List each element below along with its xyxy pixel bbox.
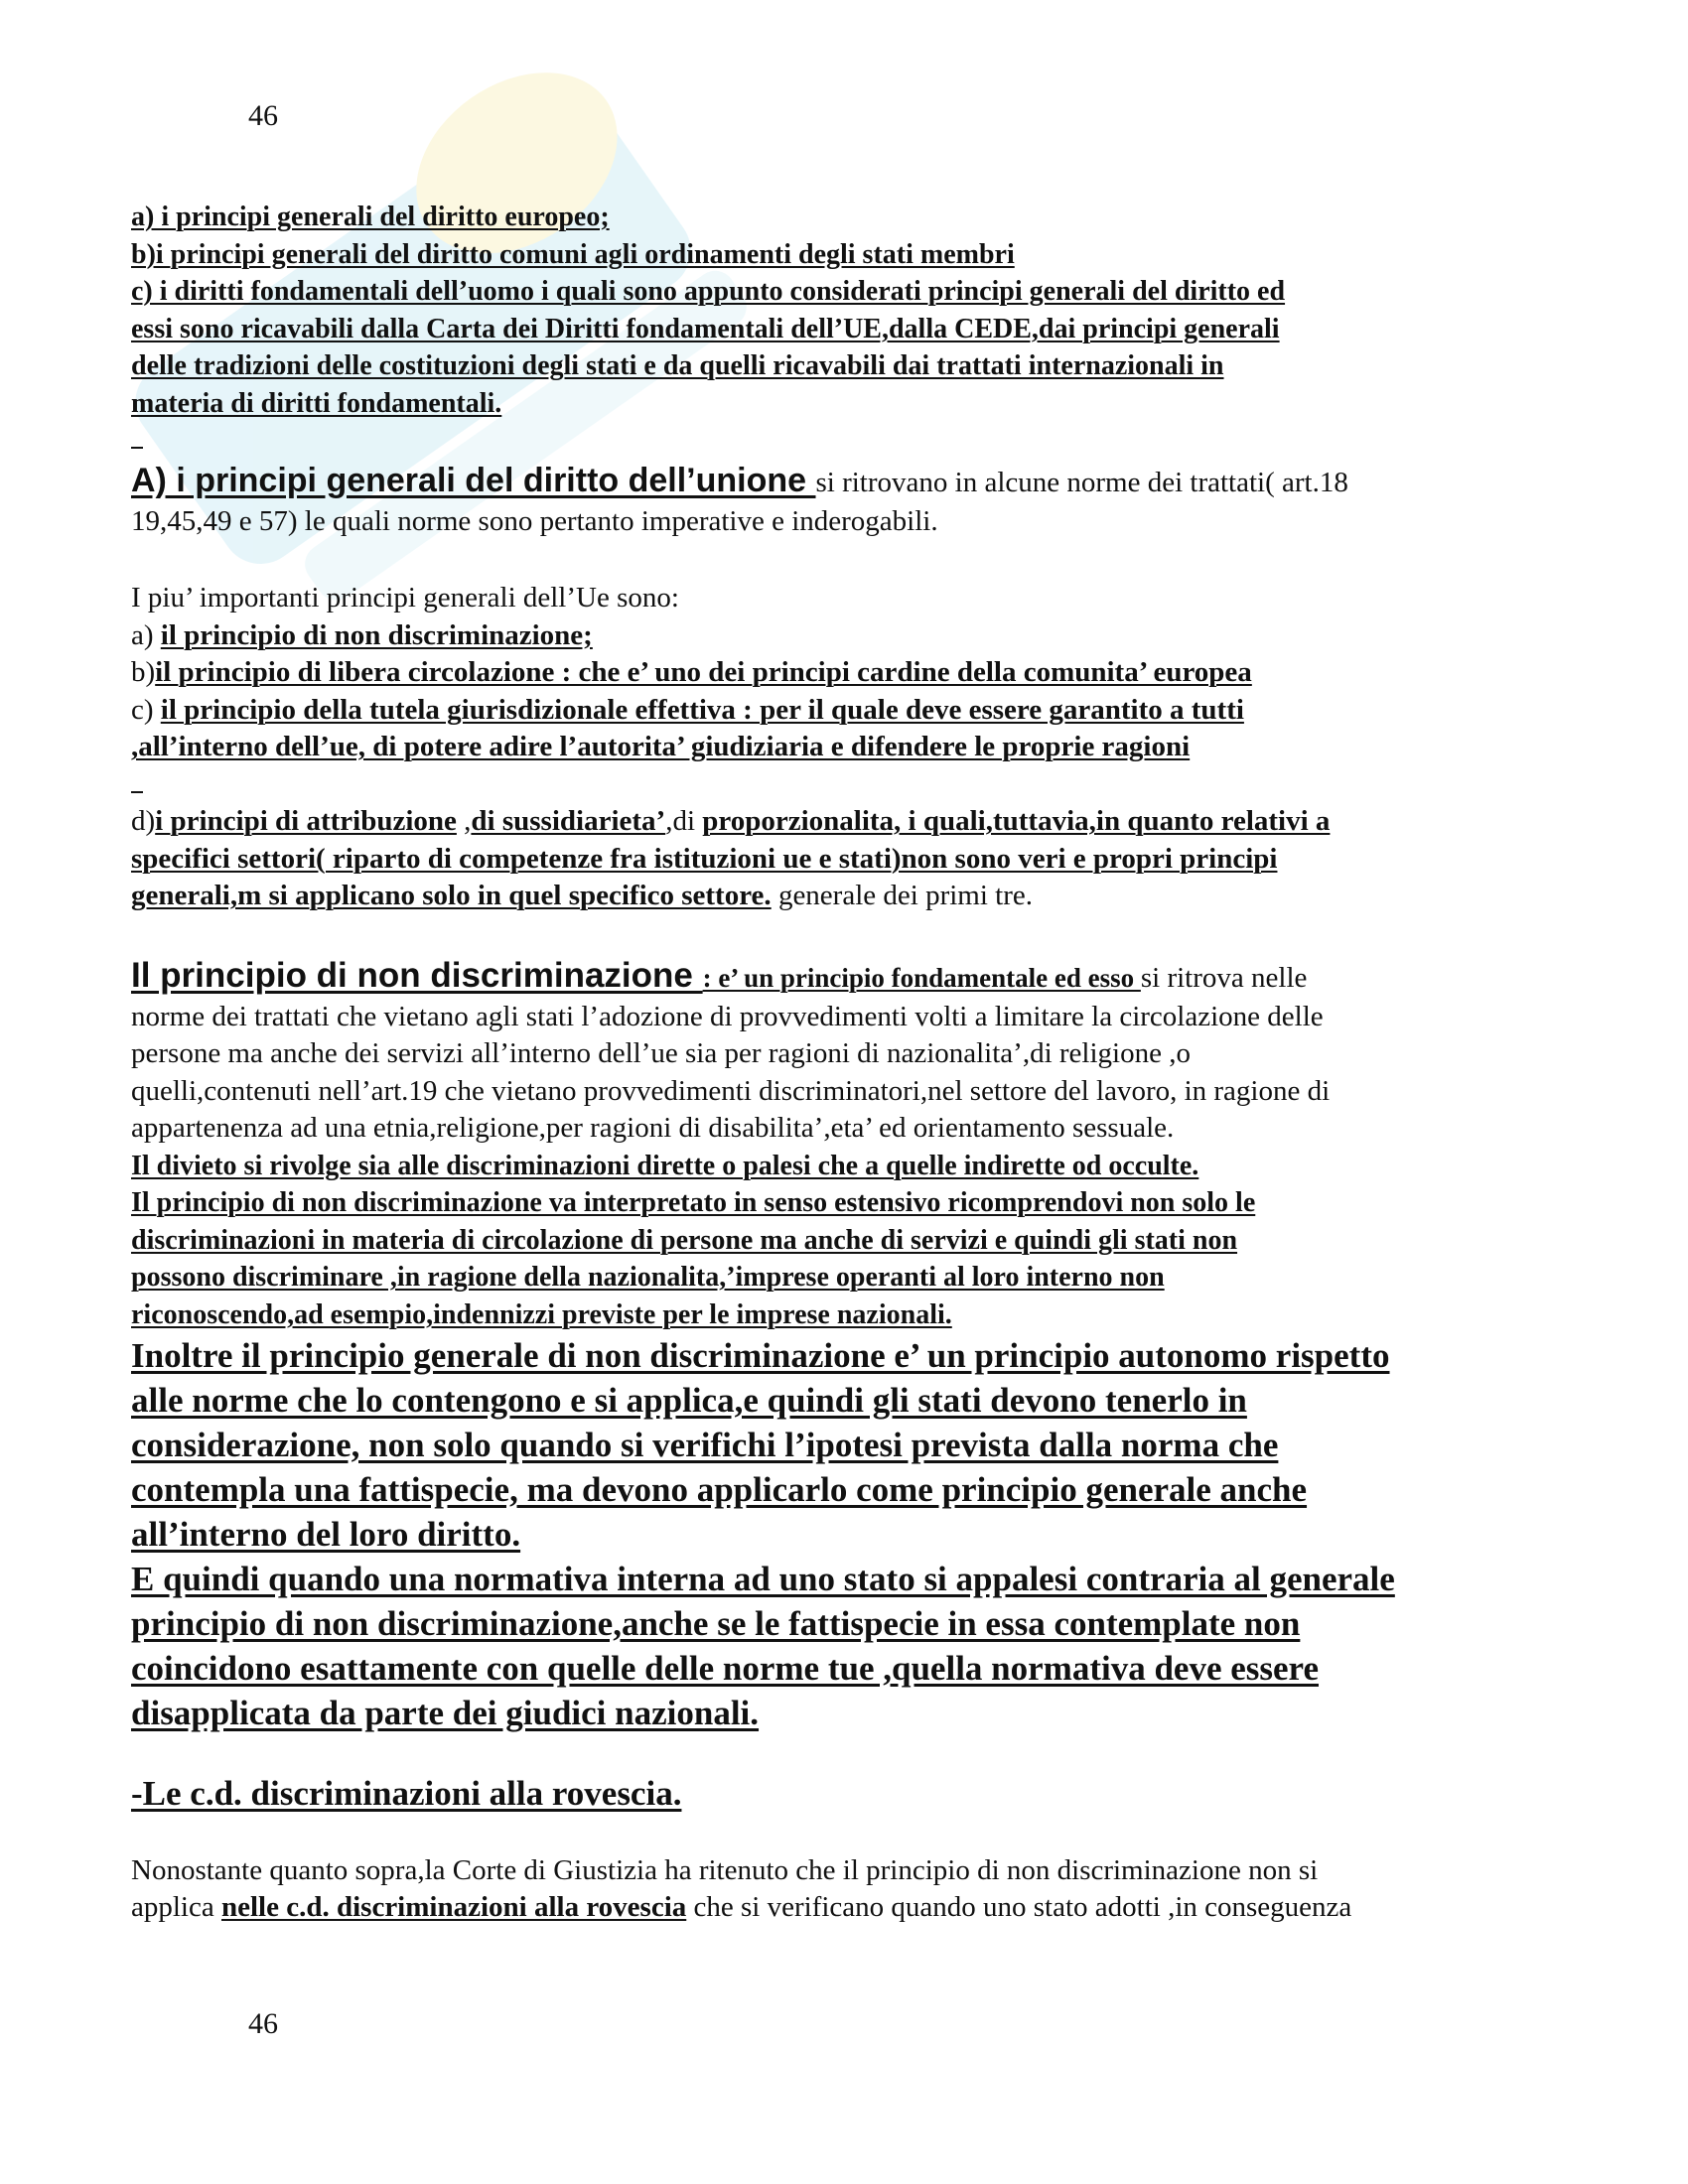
section-a-heading: A) i principi generali del diritto dell’unione xyxy=(131,461,816,499)
nd-bold-1: Il divieto si rivolge sia alle discriminazioni dirette o palesi che a quelle indirette od occulte. xyxy=(131,1150,1199,1181)
page-number-top: 46 xyxy=(248,99,278,132)
principle-d-line3: generali,m si applicano solo in quel specifico settore. generale dei primi tre. xyxy=(131,880,1033,911)
intro-item-c-line2: essi sono ricavabili dalla Carta dei Diritti fondamentali dell’UE,dalla CEDE,dai principi generali xyxy=(131,313,1280,344)
principle-c-line2: ,all’interno dell’ue, di potere adire l’autorita’ giudiziaria e difendere le proprie ragioni xyxy=(131,731,1191,762)
section-a-line2: 19,45,49 e 57) le quali norme sono pertanto imperative e inderogabili. xyxy=(131,504,938,537)
nd-body-1: norme dei trattati che vietano agli stati l’adozione di provvedimenti volti a limitare la circolazione delle xyxy=(131,1000,1324,1032)
nd-big-8: coincidono esattamente con quelle delle norme tue ,quella normativa deve essere xyxy=(131,1649,1319,1688)
nd-body-4: appartenenza ad una etnia,religione,per ragioni di disabilita’,eta’ ed orientamento sessuale. xyxy=(131,1112,1175,1144)
nd-big-4: contempla una fattispecie, ma devono applicarlo come principio generale anche xyxy=(131,1470,1308,1509)
principle-c-line1: c) il principio della tutela giurisdizionale effettiva : per il quale deve essere garantito a tutti xyxy=(131,693,1244,726)
nd-big-5: all’interno del loro diritto. xyxy=(131,1515,521,1554)
reverse-heading: -Le c.d. discriminazioni alla rovescia. xyxy=(131,1774,682,1813)
intro-item-c-line1: c) i diritti fondamentali dell’uomo i quali sono appunto considerati principi generali del diritto ed xyxy=(131,276,1286,307)
nd-bold-3: discriminazioni in materia di circolazione di persone ma anche di servizi e quindi gli stati non xyxy=(131,1224,1238,1256)
page-number-bottom: 46 xyxy=(248,2007,278,2040)
intro-item-a: a) i principi generali del diritto europeo; xyxy=(131,202,610,232)
nd-big-1: Inoltre il principio generale di non discriminazione e’ un principio autonomo rispetto xyxy=(131,1336,1390,1375)
nd-big-9: disapplicata da parte dei giudici nazionali. xyxy=(131,1694,760,1732)
nd-body-3: quelli,contenuti nell’art.19 che vietano provvedimenti discriminatori,nel settore del lavoro, in ragione di xyxy=(131,1074,1331,1107)
principle-d-line2: specifici settori( riparto di competenze fra istituzioni ue e stati)non sono veri e propri principi xyxy=(131,842,1278,875)
nd-body-2: persone ma anche dei servizi all’interno dell’ue sia per ragioni di nazionalita’,di religione ,o xyxy=(131,1037,1191,1069)
principle-d-line1: d)i principi di attribuzione ,di sussidiarieta’,di proporzionalita, i quali,tuttavia,in quanto relativi a xyxy=(131,805,1331,837)
non-discrimination-heading: Il principio di non discriminazione xyxy=(131,955,703,995)
nd-bold-5: riconoscendo,ad esempio,indennizzi previste per le imprese nazionali. xyxy=(131,1298,952,1330)
nd-bold-2: Il principio di non discriminazione va interpretato in senso estensivo ricomprendovi non solo le xyxy=(131,1187,1256,1218)
nd-big-7: principio di non discriminazione,anche se le fattispecie in essa contemplate non xyxy=(131,1604,1301,1643)
principle-a: a) il principio di non discriminazione; xyxy=(131,618,593,651)
non-discrimination-line1: Il principio di non discriminazione : e’ un principio fondamentale ed esso si ritrova nelle xyxy=(131,955,1308,995)
separator-mark-2 xyxy=(131,766,1561,804)
reverse-line1: Nonostante quanto sopra,la Corte di Giustizia ha ritenuto che il principio di non discriminazione non si xyxy=(131,1853,1319,1886)
nd-big-2: alle norme che lo contengono e si applica,e quindi gli stati devono tenerlo in xyxy=(131,1381,1247,1420)
nd-big-6: E quindi quando una normativa interna ad uno stato si appalesi contraria al generale xyxy=(131,1560,1395,1598)
nd-big-3: considerazione, non solo quando si verifichi l’ipotesi prevista dalla norma che xyxy=(131,1426,1279,1464)
principle-b: b)il principio di libera circolazione : che e’ uno dei principi cardine della comunita’ europea xyxy=(131,656,1252,688)
principles-intro: I piu’ importanti principi generali dell’Ue sono: xyxy=(131,582,679,614)
nd-bold-4: possono discriminare ,in ragione della nazionalita,’imprese operanti al loro interno non xyxy=(131,1262,1165,1293)
intro-item-c-line3: delle tradizioni delle costituzioni degli stati e da quelli ricavabili dai trattati internazionali in xyxy=(131,350,1224,381)
intro-item-c-line4: materia di diritti fondamentali. xyxy=(131,387,502,419)
separator-mark xyxy=(131,422,1561,460)
section-a-line1: A) i principi generali del diritto dell’unione si ritrovano in alcune norme dei trattati( art.18 xyxy=(131,461,1348,499)
intro-item-b: b)i principi generali del diritto comuni agli ordinamenti degli stati membri xyxy=(131,238,1015,270)
document-body xyxy=(131,199,1561,1927)
reverse-line2: applica nelle c.d. discriminazioni alla rovescia che si verificano quando uno stato adotti ,in conseguenza xyxy=(131,1891,1352,1923)
